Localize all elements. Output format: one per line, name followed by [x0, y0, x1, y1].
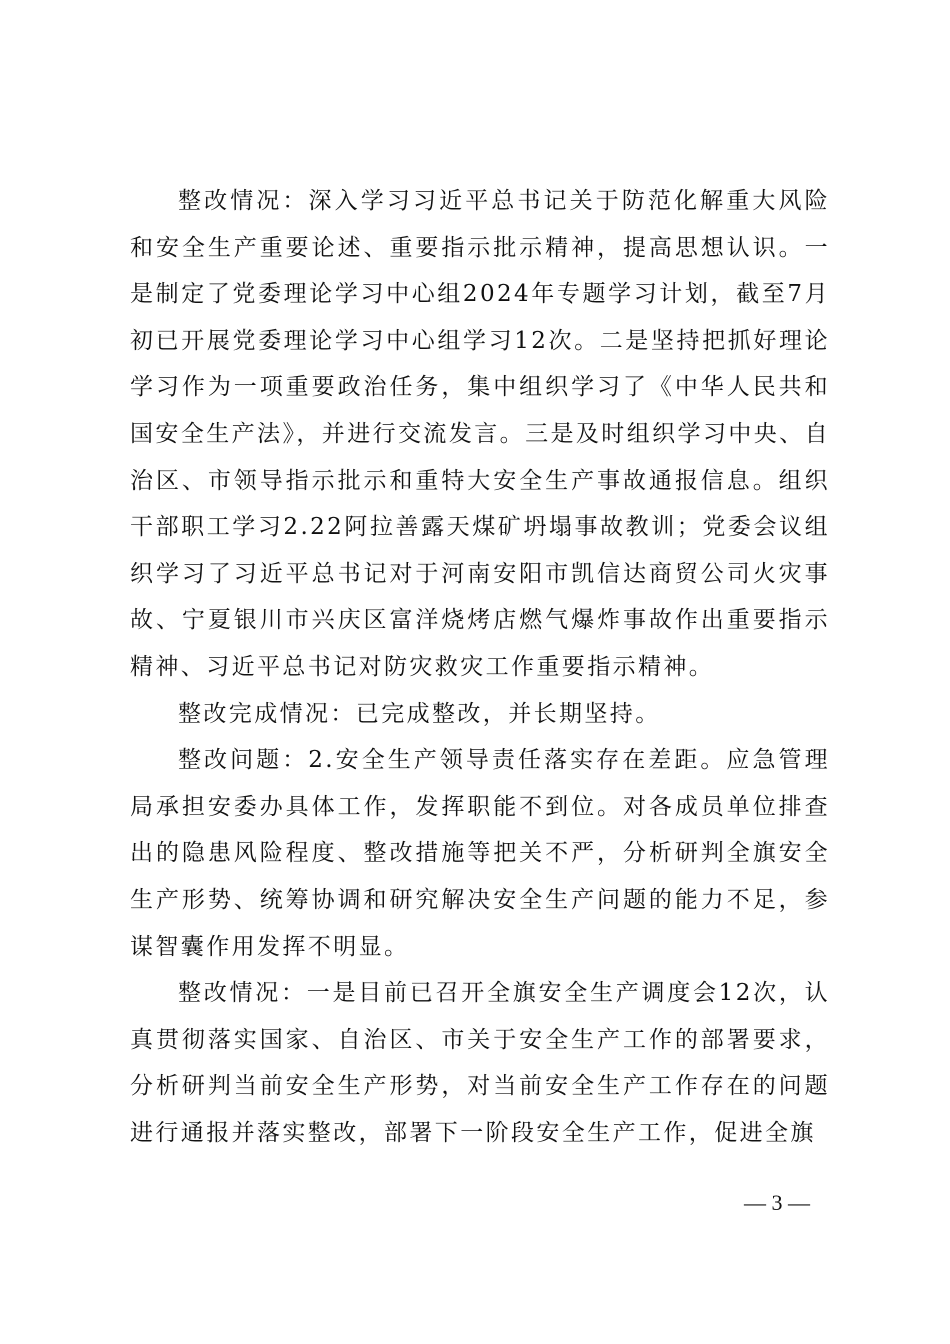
- paragraph-rectification-issue: 整改问题：2.安全生产领导责任落实存在差距。应急管理局承担安委办具体工作，发挥职能不到位。对各成员单位排查出的隐患风险程度、整改措施等把关不严，分析研判全旗安全生产形势、统筹协调和研究解决安全生产问题的能力不足，参谋智囊作用发挥不明显。: [130, 747, 830, 960]
- paragraph-rectification-status: 整改情况：深入学习习近平总书记关于防范化解重大风险和安全生产重要论述、重要指示批示精神，提高思想认识。一是制定了党委理论学习中心组2024年专题学习计划，截至7月初已开展党委理论学习中心组学习12次。二是坚持把抓好理论学习作为一项重要政治任务，集中组织学习了《中华人民共和国安全生产法》，并进行交流发言。三是及时组织学习中央、自治区、市领导指示批示和重特大安全生产事故通报信息。组织干部职工学习2.22阿拉善露天煤矿坍塌事故教训；党委会议组织学习了习近平总书记对于河南安阳市凯信达商贸公司火灾事故、宁夏银川市兴庆区富洋烧烤店燃气爆炸事故作出重要指示精神、习近平总书记对防灾救灾工作重要指示精神。: [130, 188, 830, 680]
- page-number: — 3 —: [744, 1190, 810, 1215]
- body-text: [130, 178, 830, 1156]
- paragraph-rectification-status-2: 整改情况：一是目前已召开全旗安全生产调度会12次，认真贯彻落实国家、自治区、市关于安全生产工作的部署要求，分析研判当前安全生产形势，对当前安全生产工作存在的问题进行通报并落实整改，部署下一阶段安全生产工作，促进全旗: [130, 980, 830, 1146]
- paragraph-completion-status: 整改完成情况：已完成整改，并长期坚持。: [178, 700, 661, 727]
